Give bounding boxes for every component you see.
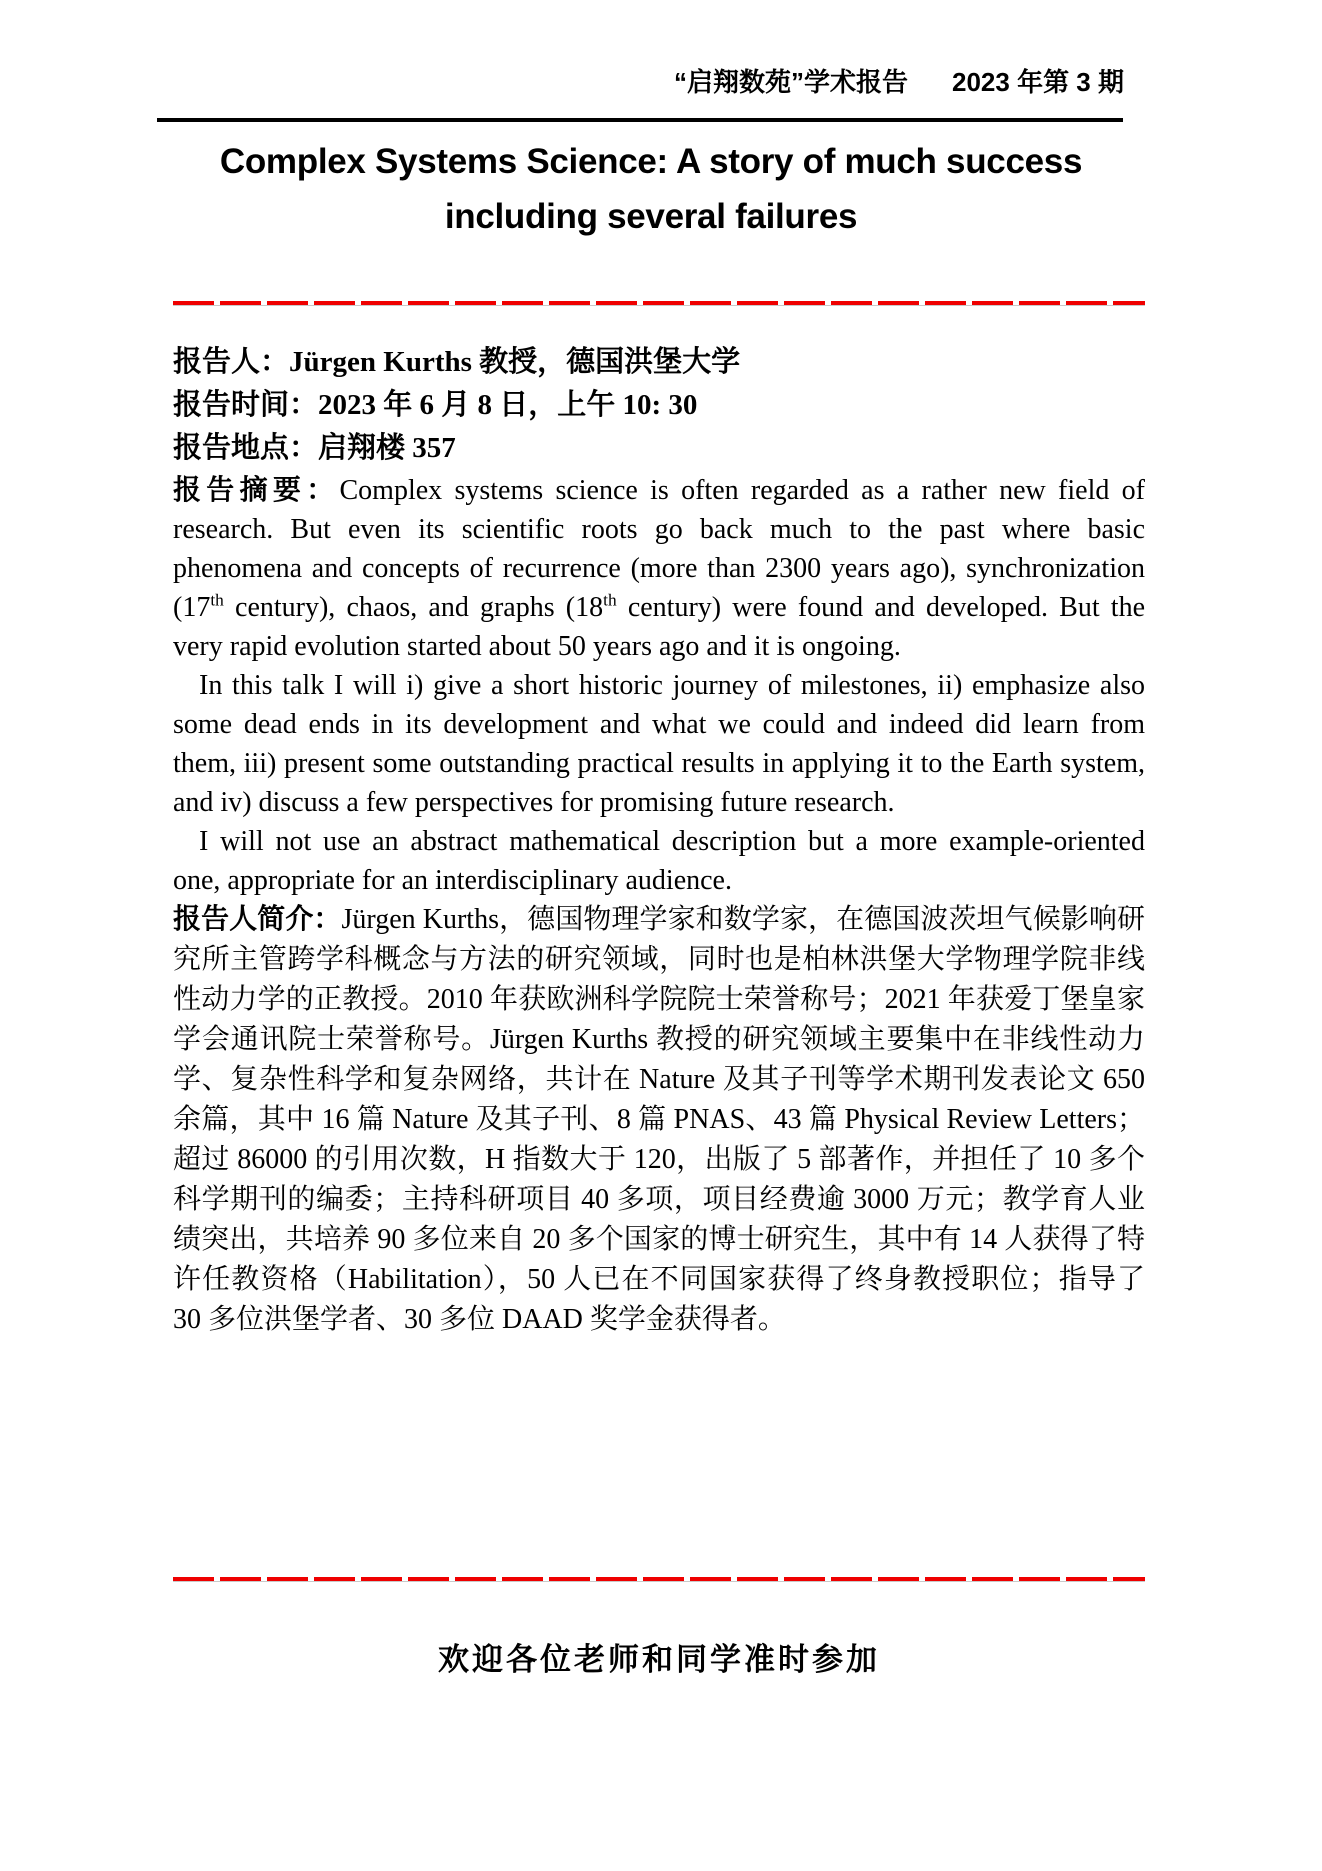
- ordinal-suffix: th: [603, 590, 617, 610]
- bio-text: Jürgen Kurths，德国物理学家和数学家，在德国波茨坦气候影响研究所主管跨学科概念与方法的研究领域，同时也是柏林洪堡大学物理学院非线性动力学的正教授。2010 年获欧洲科学院院士荣誉称号；2021 年获爱丁堡皇家学会通讯院士荣誉称号。Jürgen Kurths 教授的研究领域主要集中在非线性动力学、复杂性科学和复杂网络，共计在 Nature 及其子刊等学术期刊发表论文 650 余篇，其中 16 篇 Nature 及其子刊、8 篇 PNAS、43 篇 Physical Review Letters；超过 86000 的引用次数，H 指数大于 120，出版了 5 部著作，并担任了 10 多个科学期刊的编委；主持科研项目 40 多项，项目经费逾 3000 万元；教学育人业绩突出，共培养 90 多位来自 20 多个国家的博士研究生，其中有 14 人获得了特许任教资格（Habilitation），50 人已在不同国家获得了终身教授职位；指导了 30 多位洪堡学者、30 多位 DAAD 奖学金获得者。: [173, 904, 1145, 1335]
- bio-label: 报告人简介：: [173, 904, 342, 935]
- header-issue-number: 2023 年第 3 期: [952, 67, 1124, 97]
- time-label: 报告时间：: [173, 389, 319, 421]
- info-row-speaker: [173, 341, 1145, 384]
- red-dashed-divider-bottom: [173, 1577, 1145, 1582]
- welcome-note: 欢迎各位老师和同学准时参加: [438, 1642, 880, 1677]
- abstract-paragraph: [173, 471, 1145, 666]
- page-header: [160, 62, 1124, 99]
- talk-outline-paragraph: In this talk I will i) give a short historic journey of milestones, ii) emphasize also some dead ends in its development and what we could and indeed did learn from them, iii) present some outstanding practical results in applying it to the Earth system, and iv) discuss a few perspectives for promising future research.: [173, 670, 1145, 818]
- speaker-value: Jürgen Kurths 教授，德国洪堡大学: [289, 346, 741, 378]
- abstract-text-2: century), chaos, and graphs (18: [223, 592, 604, 623]
- info-row-location: [173, 427, 1145, 470]
- time-value: 2023 年 6 月 8 日，上午 10: 30: [318, 389, 698, 421]
- abstract-text-1: Complex systems science is often regarded as a rather new field of research. But even its scientific roots go back much to the past where basic phenomena and concepts of recurrence (more than 2300 years ago), synchronization (17: [173, 475, 1145, 623]
- red-dashed-divider-top: [173, 301, 1145, 306]
- header-series-title: “启翔数苑”学术报告: [674, 67, 909, 97]
- location-label: 报告地点：: [173, 432, 319, 464]
- abstract-label: 报告摘要：: [173, 475, 340, 506]
- talk-info-block: [173, 341, 1145, 470]
- talk-title-line2: including several failures: [444, 197, 858, 236]
- ordinal-suffix: th: [210, 590, 224, 610]
- talk-title: [160, 134, 1142, 244]
- header-rule: [157, 118, 1123, 122]
- speaker-label: 报告人：: [173, 346, 290, 378]
- talk-style-paragraph: I will not use an abstract mathematical description but a more example-oriented one, appropriate for an interdisciplinary audience.: [173, 826, 1145, 896]
- location-value: 启翔楼 357: [318, 432, 456, 464]
- abstract-text-3: century) were found and developed. But the very rapid evolution started about 50 years ago and it is ongoing.: [173, 592, 1146, 662]
- info-row-time: [173, 384, 1145, 427]
- document-body: [173, 471, 1145, 1340]
- speaker-bio-paragraph: [173, 900, 1145, 1340]
- talk-title-line1: Complex Systems Science: A story of much success: [219, 142, 1083, 181]
